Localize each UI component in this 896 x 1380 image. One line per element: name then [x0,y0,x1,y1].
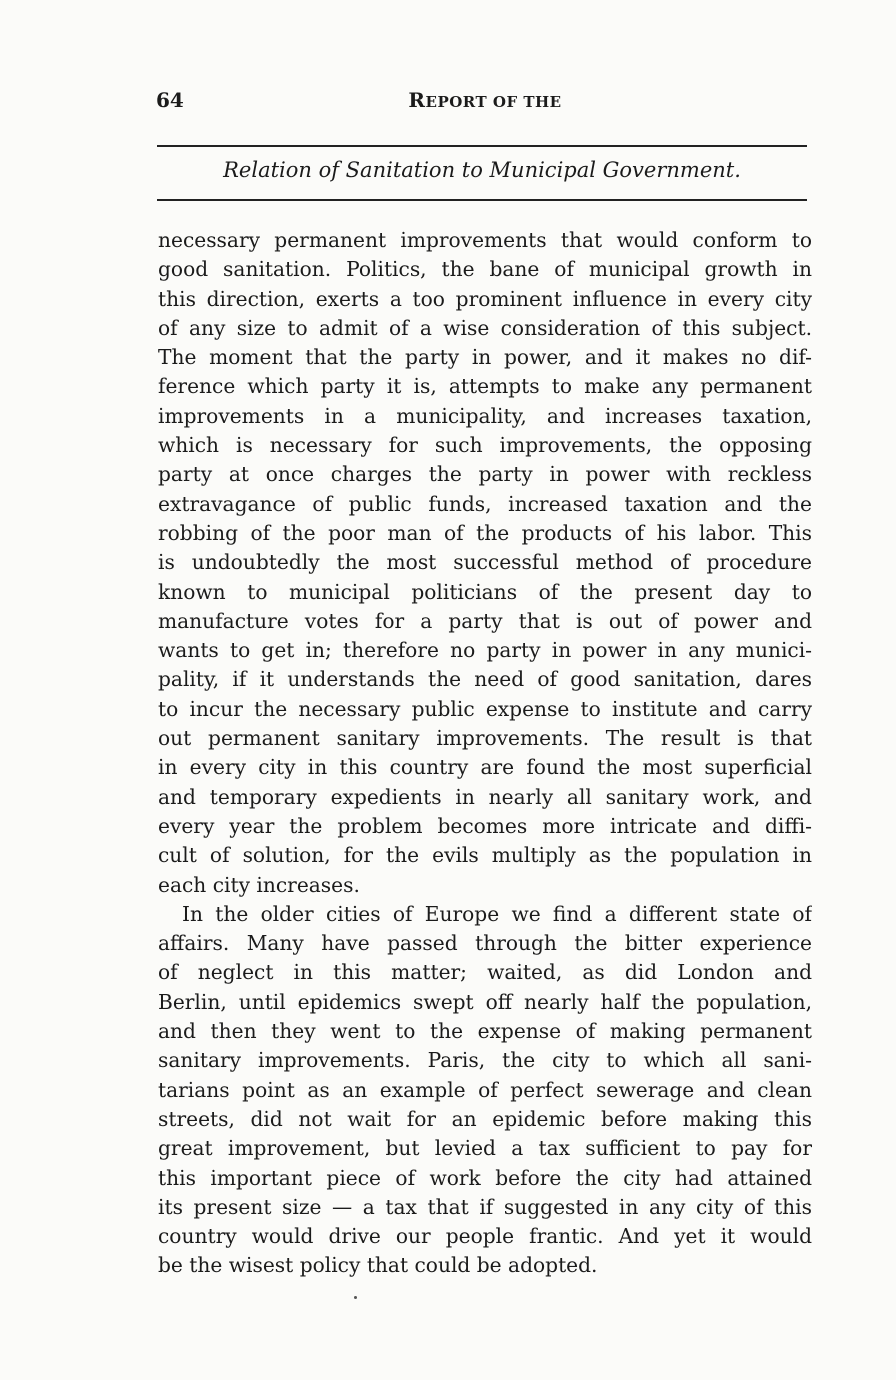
text-line: of any size to admit of a wise consideration of this subject. [158,315,812,340]
text-line: improvements in a municipality, and increases taxation, [158,403,812,428]
text-line: The moment that the party in power, and it makes no dif- [158,345,812,370]
text-line: each city increases. [158,872,360,897]
text-line: known to municipal politicians of the present day to [158,579,812,604]
text-line: tarians point as an example of perfect sewerage and clean [158,1077,812,1102]
text-line: country would drive our people frantic. And yet it would [158,1224,812,1249]
text-line: party at once charges the party in power with reckless [158,462,812,487]
paragraph-2 [158,900,812,1281]
text-line: great improvement, but levied a tax sufficient to pay for [158,1136,812,1161]
text-line: and temporary expedients in nearly all sanitary work, and [158,784,812,809]
text-line: robbing of the poor man of the products of his labor. This [158,520,812,545]
text-line: cult of solution, for the evils multiply as the population in [158,843,812,868]
text-line: affairs. Many have passed through the bitter experience [158,931,812,956]
section-title: Relation of Sanitation to Municipal Government. [223,158,741,182]
text-line: necessary permanent improvements that would conform to [158,228,812,252]
text-line: is undoubtedly the most successful method of procedure [158,550,812,575]
text-line: this direction, exerts a too prominent influence in every city [158,286,812,311]
text-line: sanitary improvements. Paris, the city to which all sani- [158,1048,812,1073]
text-line: Berlin, until epidemics swept off nearly half the population, [158,989,812,1014]
text-line: in every city in this country are found the most superficial [158,755,812,780]
text-line: every year the problem becomes more intricate and diffi- [158,813,812,838]
text-line: pality, if it understands the need of good sanitation, dares [158,667,812,692]
text-line: this important piece of work before the city had attained [158,1165,812,1190]
text-line: good sanitation. Politics, the bane of municipal growth in [158,257,812,282]
text-line: out permanent sanitary improvements. The result is that [158,726,812,751]
text-line: In the older cities of Europe we find a different state of [182,901,812,926]
running-head-rest: EPORT OF THE [425,93,562,111]
header-rule-top [157,145,807,147]
text-line: ference which party it is, attempts to make any permanent [158,374,812,399]
text-line: extravagance of public funds, increased taxation and the [158,491,812,516]
text-line: wants to get in; therefore no party in power in any munici- [158,638,812,663]
text-line: to incur the necessary public expense to institute and carry [158,696,812,721]
text-line: and then they went to the expense of making permanent [158,1019,812,1044]
paragraph-1 [158,226,812,900]
ink-speck [354,1296,357,1299]
running-head-initial: R [408,88,426,112]
text-line: be the wisest policy that could be adopted. [158,1253,598,1278]
text-line: manufacture votes for a party that is out of power and [158,608,812,633]
text-line: streets, did not wait for an epidemic before making this [158,1106,812,1131]
running-head [0,88,896,112]
body-text [158,226,812,1281]
text-line: which is necessary for such improvements, the opposing [158,433,812,458]
text-line: its present size — a tax that if suggested in any city of this [158,1194,812,1219]
text-line: of neglect in this matter; waited, as did London and [158,960,812,985]
header-rule-bottom [157,199,807,201]
page-number: 64 [156,88,184,112]
